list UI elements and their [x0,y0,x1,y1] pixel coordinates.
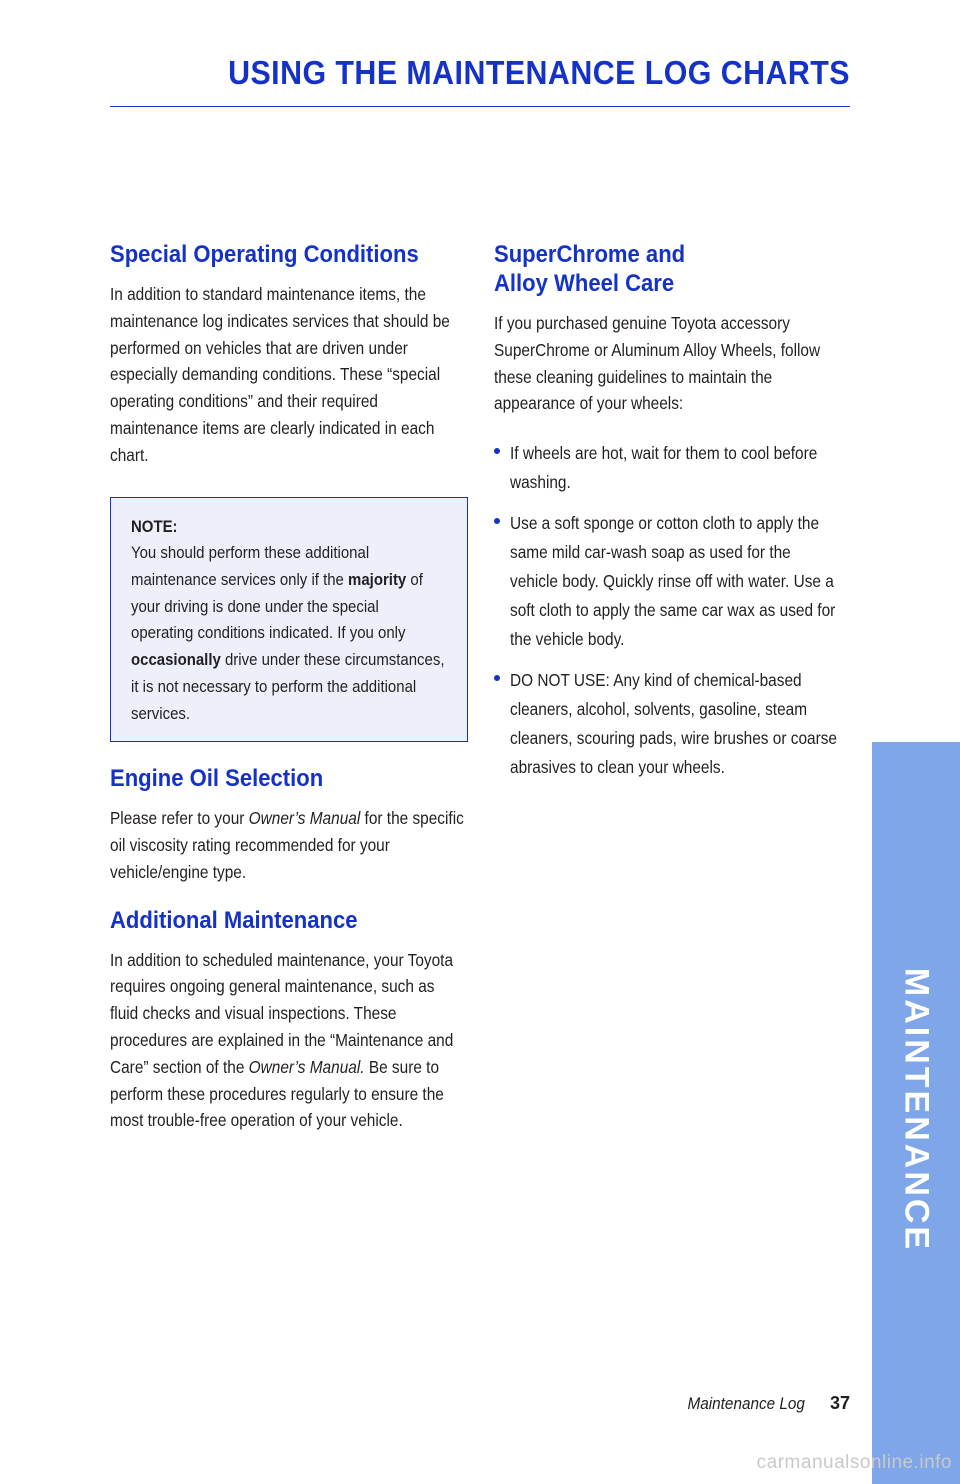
left-column [110,240,468,1154]
engine-oil-text-1: Please refer to your [110,808,245,829]
special-operating-section [110,240,468,469]
bullet-icon [494,675,500,681]
superchrome-heading-line2: Alloy Wheel Care [494,270,675,297]
right-column [494,240,844,794]
engine-oil-manual-ref: Owner’s Manual [248,808,361,829]
special-operating-body: In addition to standard maintenance items, the maintenance log indicates services that should be performed on vehicles that are driven under especially demanding conditions. These “special operating conditions” and their required maintenance items are clearly indicated in each chart. [110,284,450,465]
list-item [494,439,844,497]
superchrome-intro: If you purchased genuine Toyota accessory SuperChrome or Aluminum Alloy Wheels, follow these cleaning guidelines to maintain the appearance of your wheels: [494,313,821,414]
list-item [494,509,844,654]
additional-maintenance-body [110,947,466,1135]
note-text-2: of your driving is done under the special operating conditions indicated. If you only [131,569,423,643]
engine-oil-section [110,764,468,885]
note-paragraph [131,514,445,728]
superchrome-heading-line1: SuperChrome and [494,241,686,268]
special-operating-heading: Special Operating Conditions [110,241,419,268]
engine-oil-heading: Engine Oil Selection [110,765,324,793]
page-number: 37 [829,1393,850,1413]
list-item [494,666,844,782]
wheel-care-list [494,439,844,782]
additional-text-1: In addition to scheduled maintenance, your Toyota requires ongoing general maintenance, such as fluid checks and visual inspections. These procedures are explained in the “Maintenance and Care” section of the [110,949,454,1077]
header-rule [110,106,850,107]
list-item-text: Use a soft sponge or cotton cloth to apply the same mild car-wash soap as used for the vehicle body. Quickly rinse off with water. Use a soft cloth to apply the same car wax as used for the vehicle body. [510,513,836,650]
superchrome-heading [494,240,809,298]
footer-section-name: Maintenance Log [687,1394,805,1413]
note-bold-occasionally: occasionally [131,650,221,670]
note-box [110,497,468,743]
additional-manual-ref: Owner’s Manual. [248,1056,365,1077]
engine-oil-text-2: for the specific oil viscosity rating recommended for your vehicle/engine type. [110,808,464,882]
list-item-text: DO NOT USE: Any kind of chemical-based cleaners, alcohol, solvents, gasoline, steam cleaners, scouring pads, wire brushes or coarse abrasives to clean your wheels. [510,670,837,778]
side-tab-label: MAINTENANCE [897,967,936,1253]
bullet-icon [494,518,500,524]
list-item-text: If wheels are hot, wait for them to cool before washing. [510,443,818,493]
note-label: NOTE: [131,516,178,536]
note-text-3: drive under these circumstances, it is not necessary to perform the additional services. [131,650,445,723]
additional-text-2: Be sure to perform these procedures regularly to ensure the most trouble-free operation of your vehicle. [110,1056,444,1131]
watermark: carmanualsonline.info [756,1452,952,1473]
note-text-1: You should perform these additional maintenance services only if the [131,543,370,589]
page-footer [681,1393,850,1414]
page-header-title: USING THE MAINTENANCE LOG CHARTS [228,54,850,91]
additional-maintenance-section [110,906,468,1135]
engine-oil-body [110,805,466,885]
bullet-icon [494,448,500,454]
additional-maintenance-heading: Additional Maintenance [110,906,358,934]
note-bold-majority: majority [348,569,407,589]
